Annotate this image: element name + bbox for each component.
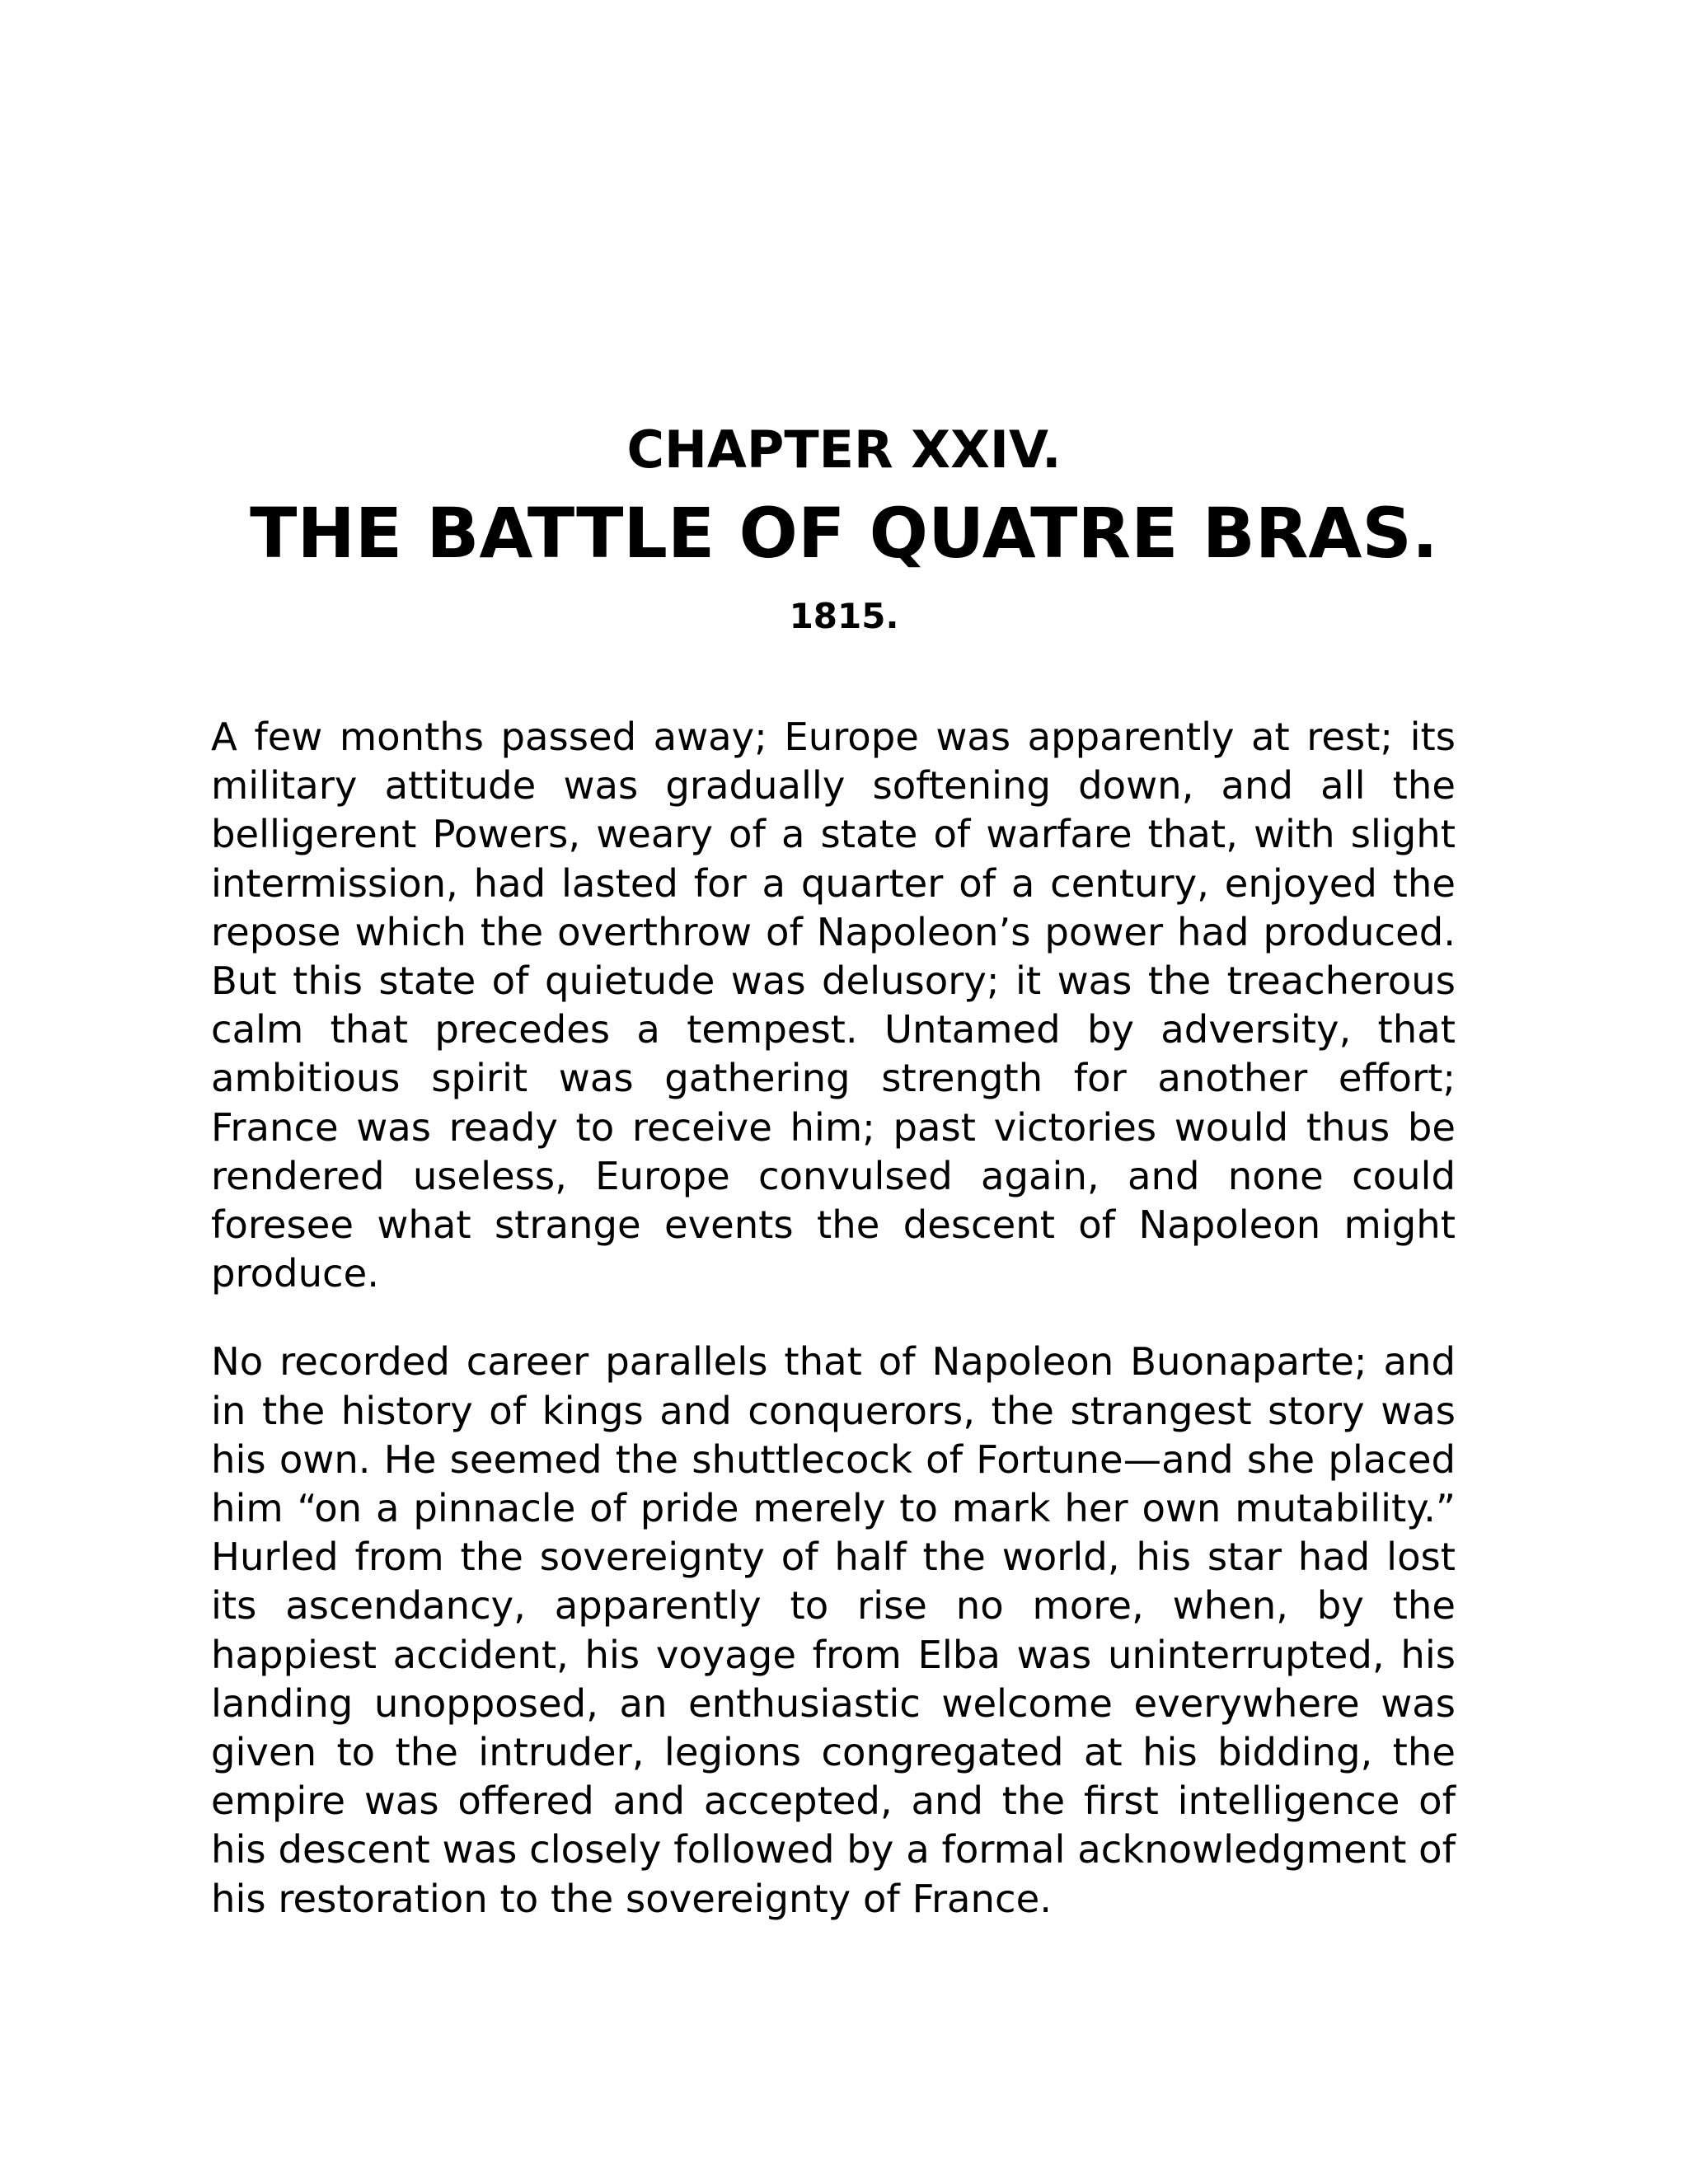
paragraph-2: No recorded career parallels that of Napoleon Buonaparte; and in the history of kings and conquerors, the strangest story was his own. He seemed the shuttlecock of Fortune—and she placed him “on a pinnacle of pride merely to mark her own mutability.” Hurled from the sovereignty of half the world, his star had lost its ascendancy, apparently to rise no more, when, by the happiest accident, his voyage from Elba was uninterrupted, his landing unopposed, an enthusiastic welcome everywhere was given to the intruder, legions congregated at his bidding, the empire was offered and accepted, and the first intelligence of his descent was closely followed by a formal acknowledgment of his restoration to the sovereignty of France. (211, 1339, 1456, 1921)
chapter-body (211, 713, 1456, 1963)
chapter-year: 1815. (789, 596, 899, 636)
chapter-number: CHAPTER XXIV. (626, 419, 1062, 480)
paragraph-1: A few months passed away; Europe was apparently at rest; its military attitude was gradually softening down, and all the belligerent Powers, weary of a state of warfare that, with slight intermission, had lasted for a quarter of a century, enjoyed the repose which the overthrow of Napoleon’s power had produced. But this state of quietude was delusory; it was the treacherous calm that precedes a tempest. Untamed by adversity, that ambitious spirit was gathering strength for another effort; France was ready to receive him; past victories would thus be rendered useless, Europe convulsed again, and none could foresee what strange events the descent of Napoleon might produce. (211, 715, 1456, 1296)
chapter-title: THE BATTLE OF QUATRE BRAS. (250, 493, 1438, 574)
